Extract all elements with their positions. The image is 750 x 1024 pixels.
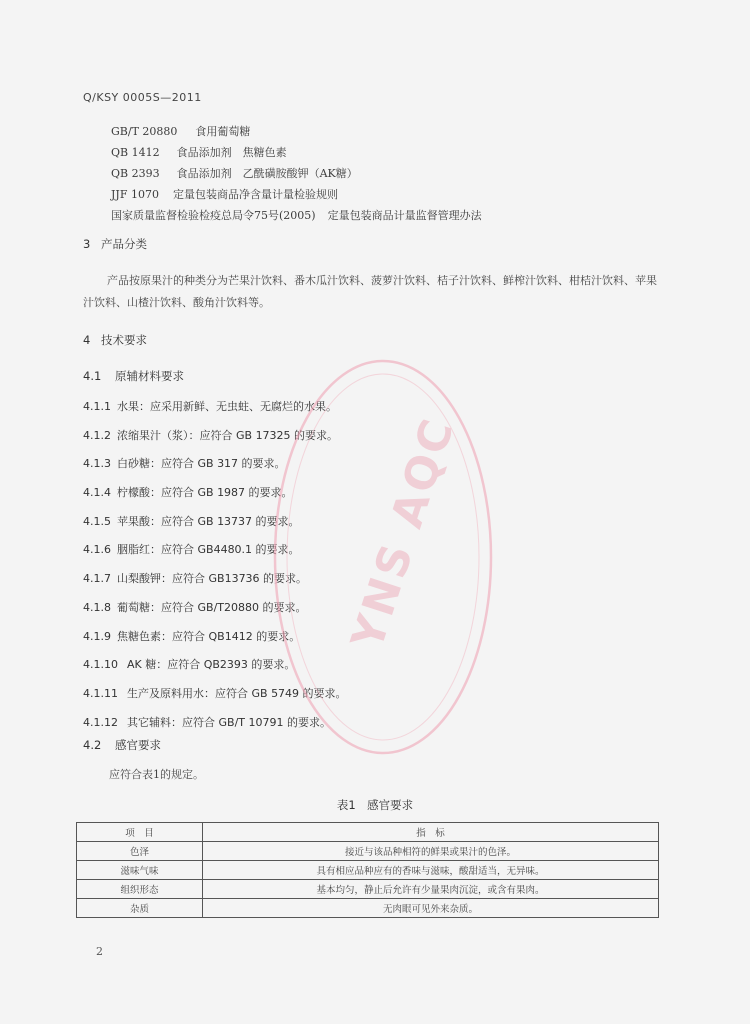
table-cell: 杂质 — [77, 899, 203, 918]
item-number: 4.1.5 — [83, 514, 111, 528]
item-number: 4.1.9 — [83, 629, 111, 643]
item-text: 苹果酸：应符合 GB 13737 的要求。 — [117, 514, 300, 528]
sensory-requirements-table — [76, 822, 659, 918]
list-item — [83, 512, 347, 541]
list-item — [83, 684, 347, 713]
reference-title: 食用葡萄糖 — [195, 125, 251, 138]
section-number: 4.2 — [83, 738, 102, 752]
section-title: 原辅材料要求 — [115, 369, 184, 383]
item-number: 4.1.6 — [83, 543, 111, 557]
item-number: 4.1.10 — [83, 658, 118, 672]
section-number: 3 — [83, 237, 91, 251]
table-cell: 基本均匀，静止后允许有少量果肉沉淀，或含有果肉。 — [203, 880, 659, 899]
page-number: 2 — [96, 945, 103, 958]
item-text: 水果：应采用新鲜、无虫蛀、无腐烂的水果。 — [117, 400, 337, 413]
item-text: 浓缩果汁（浆）：应符合 GB 17325 的要求。 — [117, 428, 339, 442]
table-row — [77, 880, 659, 899]
item-number: 4.1.12 — [83, 715, 118, 729]
table-row — [77, 842, 659, 861]
item-number: 4.1.8 — [83, 600, 111, 614]
item-text: 其它辅料：应符合 GB/T 10791 的要求。 — [127, 715, 331, 729]
section-number: 4.1 — [83, 369, 102, 383]
item-text: 柠檬酸：应符合 GB 1987 的要求。 — [117, 486, 293, 500]
section-3-text: 产品按原果汁的种类分为芒果汁饮料、番木瓜汁饮料、菠萝汁饮料、桔子汁饮料、鲜榨汁饮料、柑桔汁饮料、苹果汁饮料、山楂汁饮料、酸角汁饮料等。 — [83, 274, 657, 309]
section-4-2-text: 应符合表1的规定。 — [109, 768, 204, 781]
list-item — [83, 569, 347, 598]
table-row — [77, 861, 659, 880]
item-text: 生产及原料用水：应符合 GB 5749 的要求。 — [127, 686, 347, 700]
list-item — [83, 397, 347, 426]
section-number: 4 — [83, 333, 91, 347]
reference-code: QB 2393 — [111, 167, 160, 180]
document-id: Q/KSY 0005S—2011 — [83, 91, 202, 104]
table-caption: 表1 感官要求 — [336, 798, 414, 812]
reference-row — [111, 184, 482, 205]
normative-references — [111, 121, 482, 226]
list-item — [83, 454, 347, 483]
list-item — [83, 483, 347, 512]
item-number: 4.1.3 — [83, 457, 111, 471]
list-item — [83, 627, 347, 656]
reference-code: 国家质量监督检验检疫总局令75号(2005) — [111, 209, 316, 222]
raw-material-list — [83, 397, 347, 741]
table-row — [77, 899, 659, 918]
reference-row — [111, 121, 482, 142]
table-header-row — [77, 823, 659, 842]
item-number: 4.1.4 — [83, 486, 111, 500]
section-4-heading — [83, 332, 147, 348]
table-cell: 无肉眼可见外来杂质。 — [203, 899, 659, 918]
column-header-item: 项 目 — [77, 823, 203, 842]
item-text: 焦糖色素：应符合 QB1412 的要求。 — [117, 629, 301, 643]
item-number: 4.1.11 — [83, 686, 118, 700]
item-text: 山梨酸钾：应符合 GB13736 的要求。 — [117, 572, 308, 586]
reference-row — [111, 205, 482, 226]
reference-code: QB 1412 — [111, 146, 160, 159]
list-item — [83, 655, 347, 684]
section-title: 技术要求 — [101, 333, 147, 347]
table-cell: 具有相应品种应有的香味与滋味，酸甜适当，无异味。 — [203, 861, 659, 880]
section-title: 感官要求 — [115, 738, 161, 752]
section-3-heading — [83, 236, 147, 252]
item-number: 4.1.7 — [83, 572, 111, 586]
item-number: 4.1.1 — [83, 400, 111, 413]
list-item — [83, 426, 347, 455]
item-text: 葡萄糖：应符合 GB/T20880 的要求。 — [117, 600, 307, 614]
list-item — [83, 598, 347, 627]
item-text: AK 糖：应符合 QB2393 的要求。 — [127, 658, 296, 672]
item-text: 白砂糖：应符合 GB 317 的要求。 — [117, 457, 286, 471]
table-cell: 组织形态 — [77, 880, 203, 899]
reference-row — [111, 142, 482, 163]
reference-title: 定量包装商品计量监督管理办法 — [327, 209, 482, 222]
reference-title: 食品添加剂 焦糖色素 — [176, 146, 287, 159]
item-text: 胭脂红：应符合 GB4480.1 的要求。 — [117, 543, 300, 557]
table-cell: 接近与该品种相符的鲜果或果汁的色泽。 — [203, 842, 659, 861]
reference-code: JJF 1070 — [111, 188, 159, 201]
section-4-2-heading — [83, 737, 161, 753]
section-title: 产品分类 — [101, 237, 147, 251]
table-cell: 色泽 — [77, 842, 203, 861]
reference-row — [111, 163, 482, 184]
reference-title: 食品添加剂 乙酰磺胺酸钾（AK糖） — [176, 167, 358, 180]
svg-text:YNS AQC: YNS AQC — [341, 410, 465, 656]
section-4-1-heading — [83, 368, 184, 384]
column-header-indicator: 指 标 — [203, 823, 659, 842]
reference-title: 定量包装商品净含量计量检验规则 — [172, 188, 338, 201]
list-item — [83, 540, 347, 569]
reference-code: GB/T 20880 — [111, 125, 178, 138]
item-number: 4.1.2 — [83, 428, 111, 442]
table-cell: 滋味气味 — [77, 861, 203, 880]
